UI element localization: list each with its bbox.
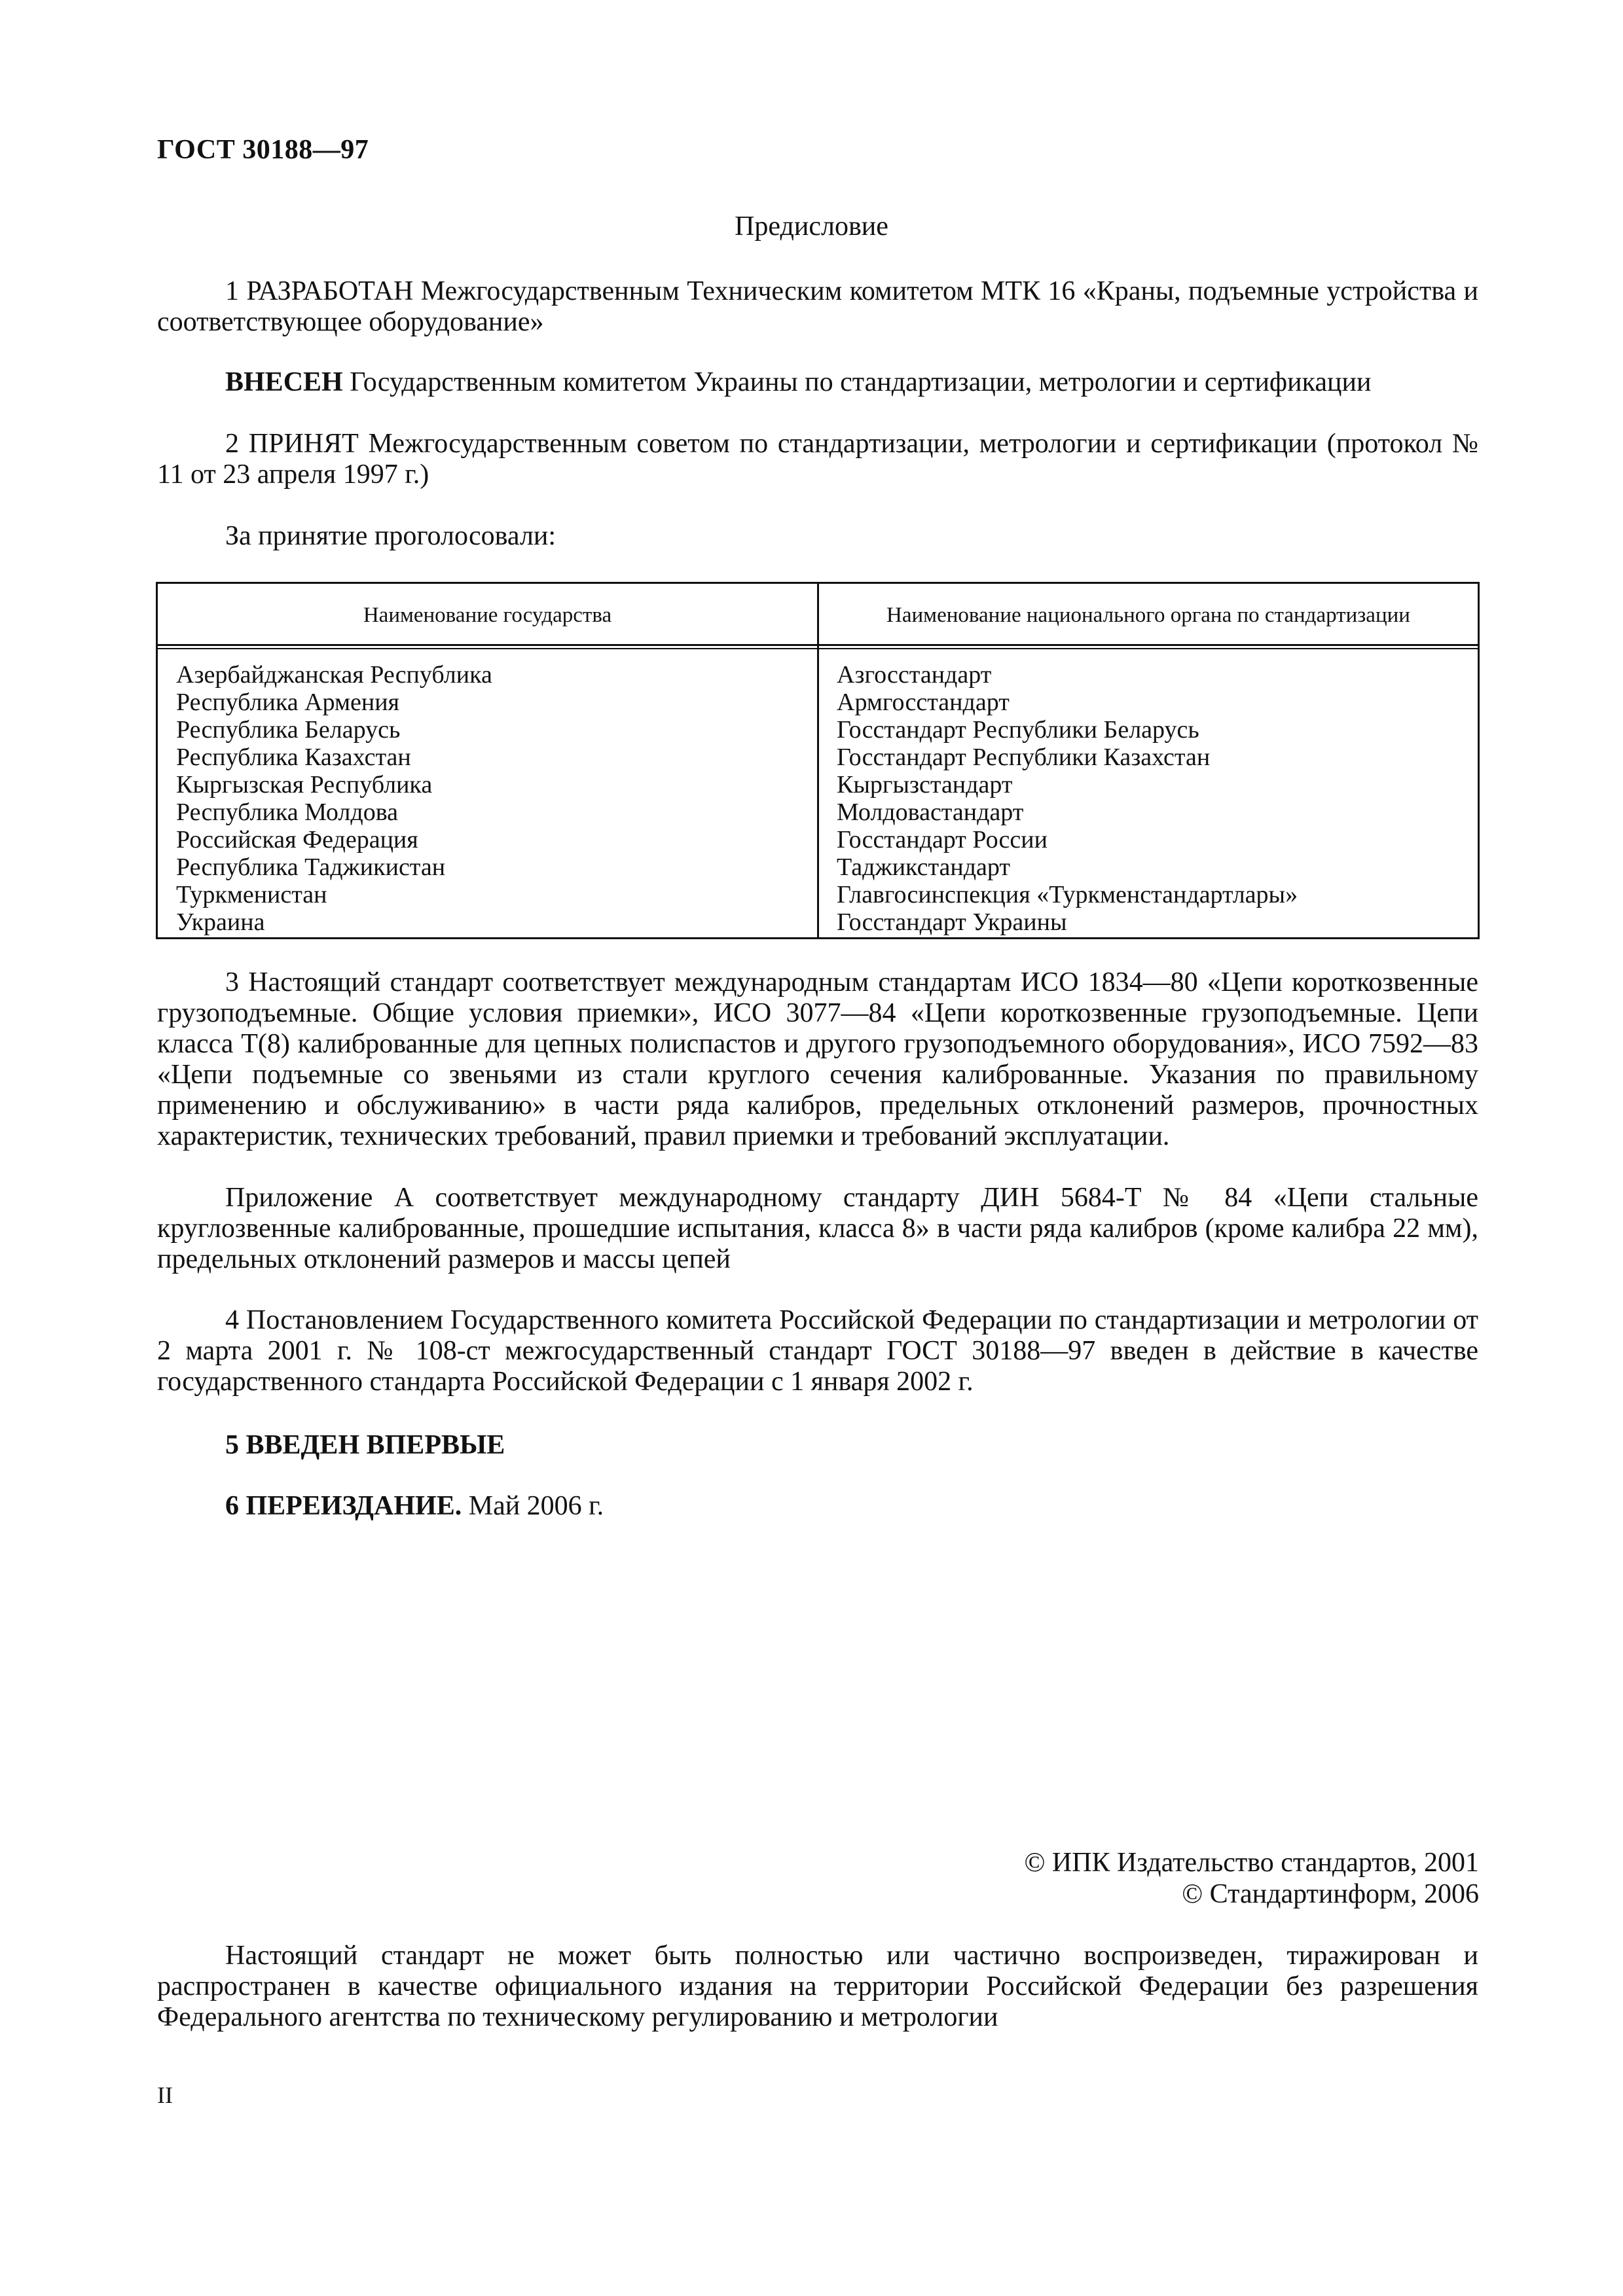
table-cell: Республика Таджикистан [176,853,446,881]
table-column-bodies [837,661,1465,936]
table-cell: Азербайджанская Республика [176,661,492,689]
clause-5: 5 ВВЕДЕН ВПЕРВЫЕ [225,1430,505,1460]
clause-2 [157,429,1478,490]
clause-6-lead: 6 ПЕРЕИЗДАНИЕ. [225,1491,462,1521]
copyright-line-2: © Стандартинформ, 2006 [1182,1879,1479,1909]
clause-4: 4 Постановлением Государственного комитета Российской Федерации по стандартизации и метрологии от 2 марта 2001 г. № 108-ст межгосударственный стандарт ГОСТ 30188—97 введен в действие в качестве государственного стандарта Российской Федерации с 1 января 2002 г. [157,1305,1478,1397]
clause-3-annex: Приложение А соответствует международному стандарту ДИН 5684-Т № 84 «Цепи стальные круглозвенные калиброванные, прошедшие испытания, класса 8» в части ряда калибров (кроме калибра 22 мм), предельных отклонений размеров и массы цепей [157,1183,1478,1274]
table-cell: Таджикстандарт [837,853,1011,881]
section-title: Предисловие [735,211,888,242]
clause-3: 3 Настоящий стандарт соответствует международным стандартам ИСО 1834—80 «Цепи короткозвенные грузоподъемные. Общие условия приемки», ИСО 3077—84 «Цепи короткозвенные грузоподъемные. Цепи класса Т(8) калиброванные для цепных полиспастов и другого грузоподъемного оборудования», ИСО 7592—83 «Цепи подъемные со звеньями из стали круглого сечения калиброванные. Указания по правильному применению и обслуживанию» в части ряда калибров, предельных отклонений размеров, прочностных характеристик, технических требований, правил приемки и требований эксплуатации. [157,967,1478,1151]
table-cell: Молдовастандарт [837,798,1024,826]
document-id: ГОСТ 30188—97 [157,135,369,165]
table-cell: Республика Армения [176,689,400,716]
table-cell: Госстандарт России [837,826,1048,853]
table-cell: Туркменистан [176,881,327,908]
vote-intro: За принятие проголосовали: [225,521,556,551]
table-cell: Главгосинспекция «Туркменстандартлары» [837,881,1298,908]
clause-6 [157,1491,1478,1522]
voting-table [156,582,1480,939]
copyright-line-1: © ИПК Издательство стандартов, 2001 [1024,1848,1479,1878]
copyright-block [1024,1847,1479,1910]
table-cell: Российская Федерация [176,826,418,853]
table-cell: Госстандарт Украины [837,908,1067,936]
clause-2-text: Межгосударственным советом по стандартизации, метрологии и сертификации (протокол № 11 от 23 апреля 1997 г.) [157,429,1478,490]
table-cell: Кыргызстандарт [837,771,1013,798]
table-divider [817,584,819,937]
introduced-by-lead: ВНЕСЕН [225,367,343,397]
table-cell: Республика Молдова [176,798,399,826]
table-header-rule-double [158,648,1478,649]
table-cell: Республика Казахстан [176,744,411,771]
clause-1-lead: 1 РАЗРАБОТАН [225,276,414,306]
introduced-by [157,367,1478,398]
clause-2-lead: 2 ПРИНЯТ [225,429,359,459]
table-header-state: Наименование государства [363,603,612,627]
clause-1-text: Межгосударственным Техническим комитетом МТК 16 «Краны, подъемные устройства и соответствующее оборудование» [157,276,1479,337]
table-cell: Украина [176,908,265,936]
table-cell: Республика Беларусь [176,716,401,744]
table-cell: Госстандарт Республики Беларусь [837,716,1199,744]
table-header-body: Наименование национального органа по стандартизации [886,603,1410,627]
table-cell: Азгосстандарт [837,661,992,689]
table-header-rule [158,644,1478,646]
reproduction-notice: Настоящий стандарт не может быть полностью или частично воспроизведен, тиражирован и распространен в качестве официального издания на территории Российской Федерации без разрешения Федерального агентства по техническому регулированию и метрологии [157,1941,1478,2032]
clause-1 [157,276,1478,338]
page-number: II [157,2082,173,2108]
introduced-by-text: Государственным комитетом Украины по стандартизации, метрологии и сертификации [342,367,1372,397]
table-cell: Кыргызская Республика [176,771,433,798]
table-cell: Армгосстандарт [837,689,1010,716]
table-cell: Госстандарт Республики Казахстан [837,744,1211,771]
table-column-states [176,661,805,936]
clause-6-text: Май 2006 г. [462,1491,604,1521]
